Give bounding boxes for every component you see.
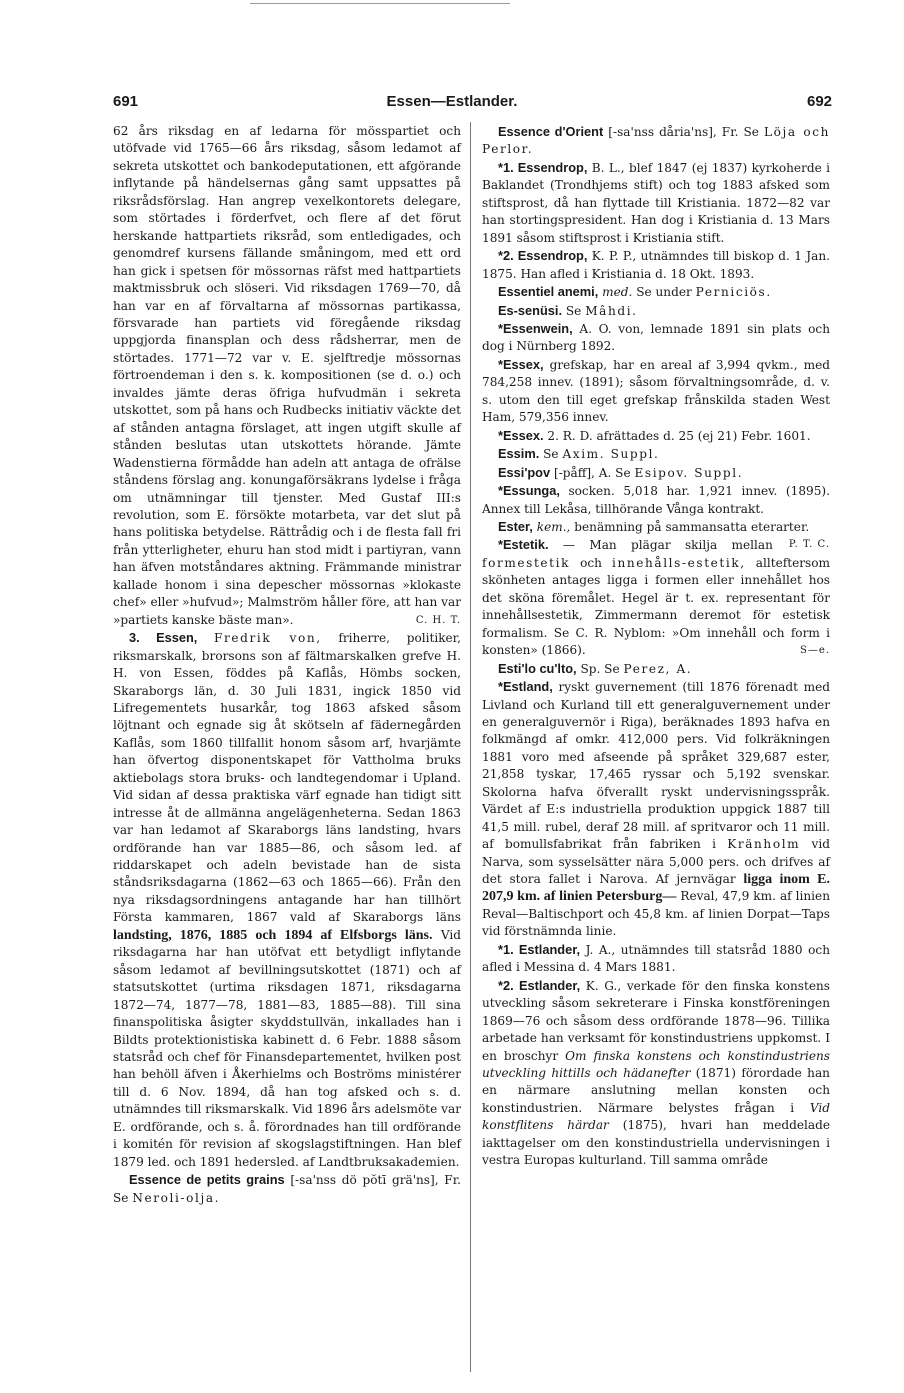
entry-text: Reval, 47,9 km. af linien Reval—Baltischport och 45,8 km. af linien Dorpat—Taps vid förstnämnda linie.: [482, 889, 830, 939]
entry-text: Vid riksdagarna har han utöfvat ett betydligt inflytande såsom ledamot af bevillningsutskottet (1871) och af statsutskottet (urtima riksdagen 1871, riksdagarna 1872—74, 1877—78, 1881—83, 1885—88). Till sina finanspolitiska åsigter skyddstullvän, inkallades han i Bildts protektionistiska kabinett d. 6 Febr. 1888 såsom statsråd och chef för Finansdepartementet, hvilken post han behöll äfven i Åkerhielms och Boströms ministérer till d. 6 Nov. 1894, då han tog afsked och s. d. utnämndes till riksmarskalk. Vid 1896 års adelsmöte var E. ordförande, och s. å. förordnades han till ordförande i komitén för revision af skogslagstiftningen. Han blef 1879 led. och 1891 hedersled. af Landtbruksakademien.: [113, 927, 461, 1169]
entry-essence-orient: [482, 123, 830, 159]
headword: *Essex,: [498, 356, 544, 372]
author-signature: S—e.: [800, 645, 830, 657]
headword: *1. Essendrop,: [498, 159, 588, 175]
entry-text: grefskap, har en areal af 3,994 qvkm., med 784,258 innev. (1891); såsom förvaltningsområde, d. v. s. utom den till eget grefskap frånskilda staden West Ham, 579,356 innev.: [482, 357, 830, 425]
entry-estetik: [482, 536, 830, 659]
left-column: [113, 123, 461, 1207]
entry-text: socken. 5,018 har. 1,921 innev. (1895). Annex till Lekåsa, tillhörande Vånga kontrakt.: [482, 484, 830, 516]
headword: *1. Estlander,: [498, 941, 581, 957]
entry-essentiel-anemi: [482, 283, 830, 301]
entry-estlander-1: [482, 941, 830, 977]
headword: Essence de petits grains: [129, 1172, 285, 1188]
spaced-term: innehålls-estetik,: [612, 555, 746, 570]
entry-text: [-sa'nss dåria'ns], Fr. Se: [608, 125, 759, 139]
italic-title: Om finska konstens och konstindustriens utveckling hittills och hädanefter: [482, 1048, 830, 1081]
headword: Essi'pov: [498, 464, 551, 480]
cross-reference: Mâhdi.: [585, 303, 638, 318]
entry-text: Fr. Se: [113, 1173, 461, 1205]
cross-reference: Axim. Suppl.: [562, 447, 660, 462]
headword: Essentiel anemi,: [498, 284, 599, 300]
entry-text: friherre, politiker, riksmarskalk, brorsons son af fältmarskalken grefve H. H. von Essen, föddes på Kaflås, Hömbs socken, Skaraborgs län, d. 30 Juli 1831, ingick 1850 vid Lifregementets husarkår, tog 1863 afsked såsom löjtnant och egnade sig åt skötseln af fädernegården Kaflås, som 1860 tillfallit honom såsom arf, hvarjämte han öfvertog disponentskapet för Vattholma bruks aktiebolags stora bruks- och landtegendomar i Upland. Vid sidan af dessa praktiska värf egnade han tidigt sitt intresse åt de allmänna angelägenheterna. Sedan 1863 var han ledamot af Skaraborgs läns landsting, hvars ordförande han var 1885—86, och såsom led. af riddarskapet och adeln bevistade han de sista ståndsriksdagarna (1862—63 och 1865—66). Från den nya riksdagsordningens antagande har han tillhört Första kammaren, 1867 vald af Skaraborgs läns: [113, 631, 461, 925]
page-number-left: 691: [113, 93, 139, 110]
headword: *Essex.: [498, 427, 544, 443]
entry-text: (1875), hvari han meddelade iakttagelser om den konstindustriella undervisningen i vestra Europas kulturland. Till samma område: [482, 1118, 830, 1168]
entry-text: K. P. P., utnämndes till biskop d. 1 Jan. 1875. Han afled i Kristiania d. 18 Okt. 1893.: [482, 249, 830, 281]
headword: *Estetik.: [498, 537, 549, 553]
headword: Esti'lo cu'lto,: [498, 660, 577, 676]
headword: Ester,: [498, 518, 533, 534]
italic-title: Vid konstflitens härdar: [482, 1100, 830, 1133]
cross-reference: Perniciös.: [695, 285, 772, 300]
entry-text: benämning på sammansatta eterarter.: [574, 519, 810, 534]
bold-text: ligga inom E. 207,9 km. af linien Petersburg—: [482, 872, 830, 905]
running-head: Essen—Estlander.: [386, 93, 518, 110]
headword: 3. Essen,: [129, 630, 198, 646]
cross-reference: Löja och Perlor.: [482, 125, 830, 157]
cross-reference: Esipov. Suppl.: [634, 465, 744, 480]
entry-text: — Man plägar skilja mellan: [562, 538, 773, 553]
right-column: [482, 123, 830, 1170]
entry-text: Sp. Se: [580, 661, 620, 676]
entry-essex-1: [482, 356, 830, 427]
entry-text: Se under: [636, 285, 692, 300]
headword: Es-senüsi.: [498, 302, 563, 318]
spaced-name: Fredrik von,: [214, 631, 322, 646]
entry-es-senusi: [482, 302, 830, 320]
entry-essipov: [482, 464, 830, 482]
entry-text: A. O. von, lemnade 1891 sin plats och dog i Nürnberg 1892.: [482, 321, 830, 354]
headword: *Estland,: [498, 679, 553, 695]
top-scan-line: [250, 3, 510, 4]
entry-text: (1871) förordade han en närmare anslutning mellan konsten och konstindustrien. Närmare belystes frågan i: [482, 1066, 830, 1115]
entry-text: Se: [543, 447, 559, 462]
pronunciation: [-sa'nss dö pŏtī grä'ns],: [290, 1173, 439, 1188]
entry-text: vid Narva, som sysselsätter nära 5,000 pers. och drifves af det stora fallet i Narova. Af jernvägar: [482, 837, 830, 887]
cross-reference: Perez, A.: [623, 661, 693, 676]
italic-text: med.: [602, 285, 633, 300]
entry-essex-2: [482, 427, 830, 445]
entry-essendrop-2: [482, 247, 830, 283]
headword: *2. Estlander,: [498, 977, 581, 993]
entry-text: och: [580, 555, 602, 570]
entry-estilo-culto: [482, 660, 830, 678]
entry-text: J. A., utnämndes till statsråd 1880 och afled i Messina d. 4 Mars 1881.: [482, 942, 830, 975]
entry-text: 62 års riksdag en af ledarna för mösspartiet och utöfvade vid 1765—66 års riksdag, såsom ledamot af sekreta utskottet och bankodeputationen, ett afgörande inflytande på händelsernas gång samt uppsattes på riksrådsförslag. Han angrep vexelkontorets delegare, som störtades i förderfvet, och flere af det förut herskande hattpartiets riksråd, som entledigades, och genomdref kursens fällande småningom, med ett ord han gick i spetsen för mössornas räfst med hattpartiets maktmissbruk och slöseri. Vid riksdagen 1769—70, då han var en af förvaltarna af mössornas partikassa, försvarade han partiets vid föregående riksdag uppgjorda finansplan och dess rådsherrar, men de störtades. 1771—72 var v. E. sjelftredje mössornas förtroendeman i den s. k. kompositionen (se d. o.) och invaldes jämte deras öfriga hufvudmän i sekreta utskottet, som på hans och Rudbecks initiativ väckte det af stånden antagna förslaget, att ingen utgift skulle af stånden beslutas utan utskottets hörande. Jämte Wadenstierna förmådde han adeln att antaga de ofrälse ståndens förslag ang. konungaförsäkrans lydelse i fråga om utnämningar till tjenster. Med Gustaf III:s revolution, som E. försökte motarbeta, var det slut på hans politiska betydelse. Rättrådig och i de flesta fall fri från ytterligheter, ehuru han stod midt i partiyran, vann han äfven motståndares aktning. Främmande ministrar kallade honom i sina depescher mössornas »klokaste chef» eller »hufvud»; Malmström håller före, att han var »partiets kanske bäste man».: [113, 124, 461, 627]
page-header: [0, 93, 904, 113]
spaced-term: formestetik: [482, 555, 571, 570]
italic-text: kem.,: [536, 519, 571, 534]
headword: *Essenwein,: [498, 320, 573, 336]
entry-essen-fredrik: [113, 629, 461, 1171]
entry-text: 2. R. D. afrättades d. 25 (ej 21) Febr. 1601.: [547, 428, 811, 443]
headword: Essence d'Orient: [498, 124, 604, 139]
headword: Essim.: [498, 446, 540, 462]
entry-essim: [482, 445, 830, 463]
entry-essunga: [482, 482, 830, 518]
page-number-right: 692: [807, 93, 833, 110]
headword: *2. Essendrop,: [498, 248, 588, 264]
cross-reference: Neroli-olja.: [132, 1190, 221, 1205]
bold-text: landsting, 1876, 1885 och 1894 af Elfsborgs läns.: [113, 927, 433, 943]
entry-text: allteftersom skönheten antages ligga i formen eller innehållet hos det sköna föremålet. Hegel är t. ex. representant för innehållsestetik, Zimmermann deremot för estetisk formalism. Se C. R. Nyblom: »Om innehåll och form i konsten» (1866).: [482, 555, 830, 658]
author-signature: P. T. C.: [788, 539, 830, 551]
entry-estlander-2: [482, 977, 830, 1170]
spaced-term: Kränholm: [727, 837, 801, 852]
entry-essenwein: [482, 320, 830, 356]
entry-text: K. G., verkade för den finska konstens utveckling såsom sekreterare i Finska konstföreningen 1869—76 och såsom dess ordförande 1878—96. Tillika arbetade han verksamt för konstindustriens uppkomst. I en broschyr: [482, 978, 830, 1063]
headword: *Essunga,: [498, 483, 560, 499]
entry-estland: [482, 678, 830, 941]
entry-essendrop-1: [482, 159, 830, 247]
entry-text: B. L., blef 1847 (ej 1837) kyrkoherde i Baklandet (Trondhjems stift) och tog 1883 afsked som stiftsprost, då han flyttade till Kristiania. 1872—82 var han stortingspresident. Han dog i Kristiania d. 13 Mars 1891 såsom stiftsprost i Kristiania stift.: [482, 160, 830, 245]
author-signature: C. H. T.: [415, 614, 461, 626]
entry-continuation: [113, 123, 461, 629]
entry-text: [-påff], A. Se: [553, 465, 631, 480]
entry-text: ryskt guvernement (till 1876 förenadt med Livland och Kurland till ett generalguvernement under en generalguvernör i Riga), beräknades 1893 hafva en folkmängd af omkr. 412,000 pers. Vid folkräkningen 1881 voro med afseende på språket 329,687 ester, 21,858 tyskar, 17,465 ryssar och 5,192 svenskar. Skolorna hafva öfverallt ryskt undervisningsspråk. Värdet af E:s industriella produktion uppgick 1887 till 41,5 mill. rubel, deraf 28 mill. af spritvaror och 11 mill. af bomullsfabrikat från fabriken i: [482, 680, 830, 852]
column-divider: [470, 122, 471, 1372]
entry-essence-petits-grains: [113, 1171, 461, 1207]
entry-text: Se: [565, 303, 582, 318]
